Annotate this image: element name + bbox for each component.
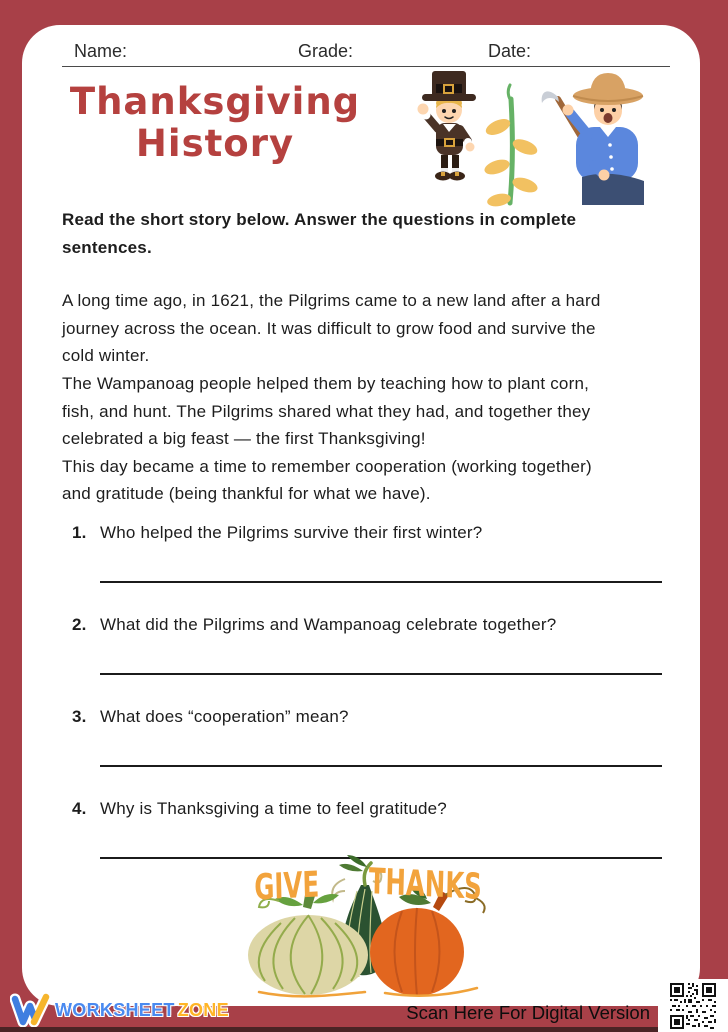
story-line: journey across the ocean. It was difficult to grow food and survive the bbox=[62, 318, 596, 338]
give-thanks-illustration bbox=[217, 851, 517, 1003]
story-line: A long time ago, in 1621, the Pilgrims came to a new land after a hard bbox=[62, 291, 601, 311]
story-line: fish, and hunt. The Pilgrims shared what they had, and together they bbox=[62, 401, 591, 421]
story-line: celebrated a big feast — the first Thanksgiving! bbox=[62, 429, 426, 449]
worksheetzone-w-icon bbox=[10, 993, 52, 1027]
date-label: Date: bbox=[488, 41, 532, 61]
answer-line[interactable] bbox=[100, 673, 662, 675]
story-text bbox=[62, 287, 676, 508]
worksheet-page bbox=[22, 25, 700, 1006]
question-number: 3. bbox=[72, 707, 87, 726]
title-line-2: History bbox=[135, 122, 295, 165]
question-item bbox=[72, 520, 662, 583]
question-text: Who helped the Pilgrims survive their first winter? bbox=[100, 523, 483, 542]
give-thanks-word-thanks: THANKS bbox=[368, 861, 483, 909]
question-item bbox=[72, 704, 662, 767]
story-line: and gratitude (being thankful for what we have). bbox=[62, 484, 431, 504]
bottom-strip bbox=[0, 1027, 728, 1032]
give-thanks-word-give: GIVE bbox=[253, 864, 320, 909]
instruction-line: Read the short story below. Answer the questions in complete bbox=[62, 210, 577, 229]
answer-line[interactable] bbox=[100, 581, 662, 583]
grade-label: Grade: bbox=[298, 41, 354, 61]
question-text: What did the Pilgrims and Wampanoag celebrate together? bbox=[100, 615, 557, 634]
question-item bbox=[72, 612, 662, 675]
story-line: This day became a time to remember cooperation (working together) bbox=[62, 456, 592, 476]
name-label: Name: bbox=[74, 41, 128, 61]
pilgrim-and-farmer-illustration bbox=[398, 69, 666, 207]
instruction-line: sentences. bbox=[62, 237, 152, 257]
story-section bbox=[62, 206, 676, 508]
question-text: Why is Thanksgiving a time to feel gratitude? bbox=[100, 799, 447, 818]
story-line: The Wampanoag people helped them by teaching how to plant corn, bbox=[62, 373, 590, 393]
qr-code-block bbox=[658, 979, 728, 1032]
title-line-1: Thanksgiving bbox=[69, 80, 361, 123]
brand-text-zone: ZONE bbox=[177, 999, 229, 1020]
question-item bbox=[72, 796, 662, 859]
header-underline bbox=[62, 66, 670, 67]
brand-text-worksheet: WORKSHEET bbox=[55, 999, 175, 1020]
worksheetzone-logo[interactable] bbox=[10, 993, 229, 1027]
questions-section bbox=[72, 520, 662, 888]
instruction-text bbox=[62, 206, 676, 261]
page-title bbox=[50, 81, 380, 165]
question-text: What does “cooperation” mean? bbox=[100, 707, 349, 726]
question-number: 2. bbox=[72, 615, 87, 634]
question-number: 4. bbox=[72, 799, 87, 818]
question-number: 1. bbox=[72, 523, 87, 542]
answer-line[interactable] bbox=[100, 765, 662, 767]
qr-code-icon bbox=[670, 983, 716, 1029]
story-line: cold winter. bbox=[62, 346, 150, 366]
scan-here-text: Scan Here For Digital Version bbox=[406, 1002, 650, 1023]
